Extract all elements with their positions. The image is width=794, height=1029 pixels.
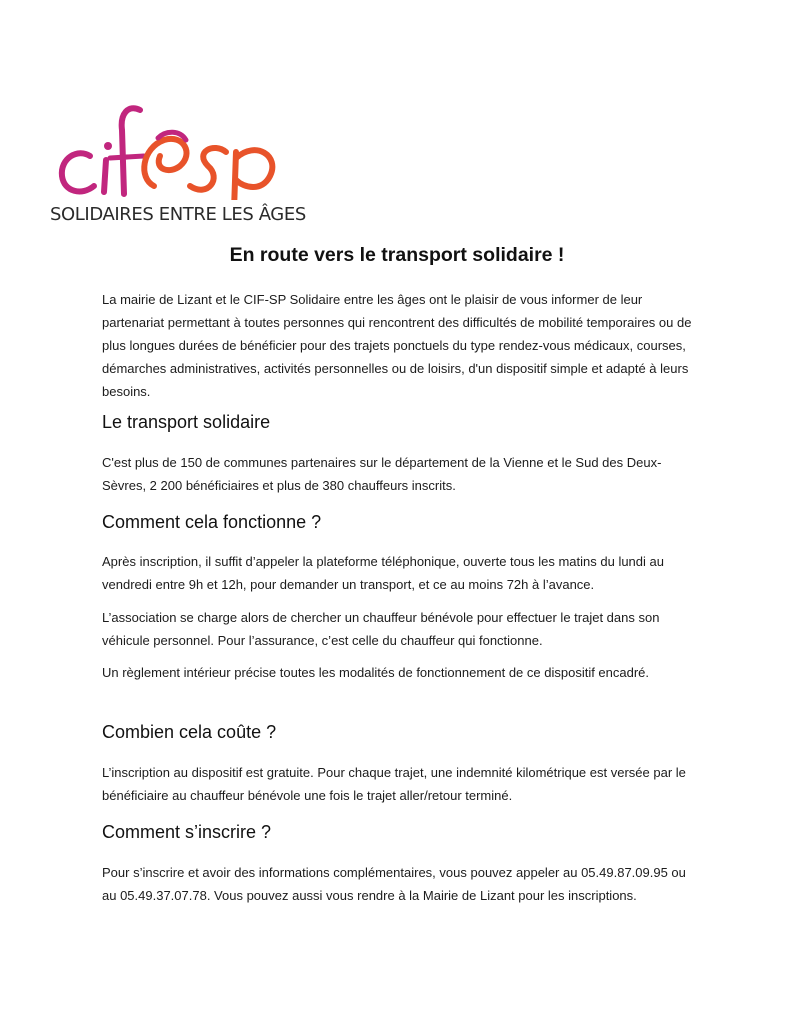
paragraph-fonctionnement-3: Un règlement intérieur précise toutes les modalités de fonctionnement de ce dispositif encadré. bbox=[102, 665, 650, 680]
cif-sp-logo-mark bbox=[48, 100, 288, 200]
paragraph-fonctionnement-1: Après inscription, il suffit d’appeler la plateforme téléphonique, ouverte tous les matins du lundi au vendredi entre 9h et 12h, pour demander un transport, et ce au moins 72h à l’avance. bbox=[102, 554, 664, 592]
intro-paragraph: La mairie de Lizant et le CIF-SP Solidaire entre les âges ont le plaisir de vous informer de leur partenariat permettant à toutes personnes qui rencontrent des difficultés de mobilité temporaires ou de plus longues durées de bénéficier pour des trajets ponctuels du type rendez-vous médicaux, courses, démarches administratives, activités personnelles ou de loisirs, d'un dispositif simple et adapté à leurs besoins. bbox=[102, 292, 692, 399]
heading-fonctionnement: Comment cela fonctionne ? bbox=[102, 512, 322, 532]
page-title: En route vers le transport solidaire ! bbox=[229, 244, 565, 266]
heading-transport-solidaire: Le transport solidaire bbox=[102, 412, 271, 432]
paragraph-cout: L’inscription au dispositif est gratuite. Pour chaque trajet, une indemnité kilométrique est versée par le bénéficiaire au chauffeur bénévole une fois le trajet aller/retour terminé. bbox=[102, 765, 686, 803]
heading-cout: Combien cela coûte ? bbox=[102, 722, 277, 742]
paragraph-transport-solidaire: C'est plus de 150 de communes partenaires sur le département de la Vienne et le Sud des Deux-Sèvres, 2 200 bénéficiaires et plus de 380 chauffeurs inscrits. bbox=[102, 455, 662, 493]
paragraph-fonctionnement-2: L’association se charge alors de chercher un chauffeur bénévole pour effectuer le trajet dans son véhicule personnel. Pour l’assurance, c’est celle du chauffeur qui fonctionne. bbox=[102, 610, 660, 648]
heading-inscription: Comment s’inscrire ? bbox=[102, 822, 272, 842]
paragraph-inscription: Pour s’inscrire et avoir des informations complémentaires, vous pouvez appeler au 05.49.87.09.95 ou au 05.49.37.07.78. Vous pouvez aussi vous rendre à la Mairie de Lizant pour les inscriptions. bbox=[102, 865, 686, 903]
cif-sp-logo bbox=[48, 100, 306, 235]
logo-tagline: SOLIDAIRES ENTRE LES ÂGES bbox=[50, 204, 306, 225]
